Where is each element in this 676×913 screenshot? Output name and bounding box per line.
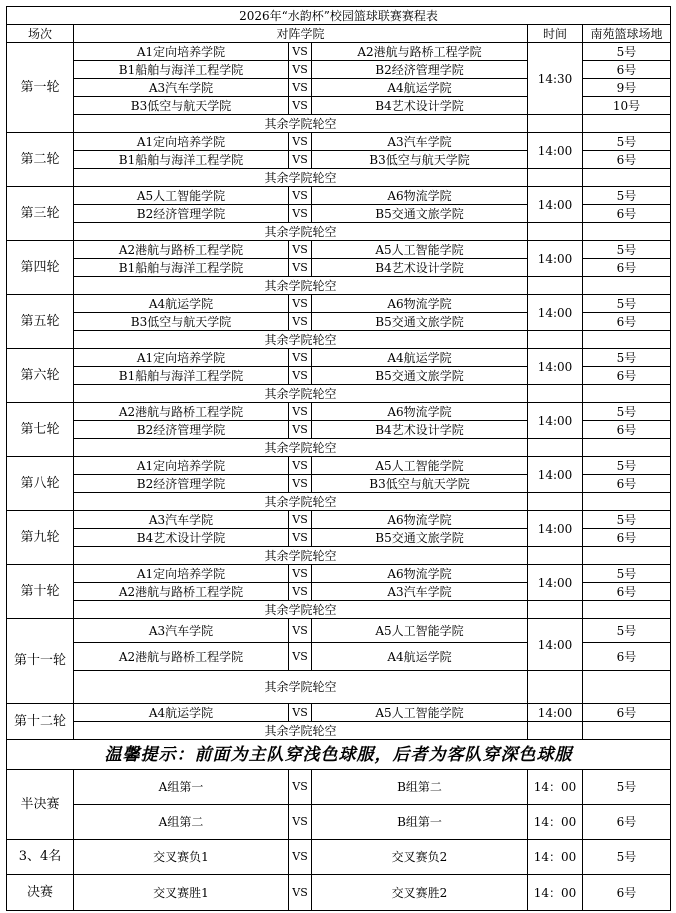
home-team: B4艺术设计学院 xyxy=(74,529,289,547)
vs-label: VS xyxy=(289,875,312,911)
court-number: 6号 xyxy=(583,875,671,911)
title-row xyxy=(7,7,671,25)
round-label: 第四轮 xyxy=(7,241,74,295)
court-number: 6号 xyxy=(583,259,671,277)
away-team: A6物流学院 xyxy=(312,295,528,313)
vs-label: VS xyxy=(289,295,312,313)
match-time: 14：00 xyxy=(528,875,583,911)
match-time: 14:00 xyxy=(528,349,583,385)
round-label: 第十二轮 xyxy=(7,704,74,740)
empty-cell xyxy=(528,439,583,457)
vs-label: VS xyxy=(289,61,312,79)
away-team: A4航运学院 xyxy=(312,349,528,367)
match-row xyxy=(7,457,671,475)
empty-cell xyxy=(583,169,671,187)
empty-cell xyxy=(583,722,671,740)
vs-label: VS xyxy=(289,511,312,529)
court-number: 6号 xyxy=(583,421,671,439)
bye-row xyxy=(7,671,671,704)
header-matchup: 对阵学院 xyxy=(74,25,528,43)
court-number: 5号 xyxy=(583,133,671,151)
empty-cell xyxy=(583,331,671,349)
match-time: 14:00 xyxy=(528,295,583,331)
vs-label: VS xyxy=(289,770,312,805)
header-round: 场次 xyxy=(7,25,74,43)
away-team: A5人工智能学院 xyxy=(312,241,528,259)
match-time: 14:00 xyxy=(528,403,583,439)
court-number: 5号 xyxy=(583,619,671,643)
bye-row xyxy=(7,493,671,511)
vs-label: VS xyxy=(289,97,312,115)
empty-cell xyxy=(528,671,583,704)
home-team: B2经济管理学院 xyxy=(74,421,289,439)
round-label: 第六轮 xyxy=(7,349,74,403)
round-label: 第一轮 xyxy=(7,43,74,133)
vs-label: VS xyxy=(289,133,312,151)
bye-row xyxy=(7,277,671,295)
empty-cell xyxy=(583,493,671,511)
home-team: B3低空与航天学院 xyxy=(74,313,289,331)
vs-label: VS xyxy=(289,565,312,583)
empty-cell xyxy=(528,722,583,740)
round-label: 第二轮 xyxy=(7,133,74,187)
empty-cell xyxy=(528,331,583,349)
match-row xyxy=(7,295,671,313)
away-team: A3汽车学院 xyxy=(312,133,528,151)
vs-label: VS xyxy=(289,457,312,475)
match-row xyxy=(7,704,671,722)
vs-label: VS xyxy=(289,313,312,331)
knockout-row xyxy=(7,770,671,805)
empty-cell xyxy=(583,277,671,295)
match-row xyxy=(7,43,671,61)
header-time: 时间 xyxy=(528,25,583,43)
match-row xyxy=(7,187,671,205)
court-number: 6号 xyxy=(583,704,671,722)
home-team: A1定向培养学院 xyxy=(74,565,289,583)
away-team: 交叉赛负2 xyxy=(312,840,528,875)
court-number: 5号 xyxy=(583,187,671,205)
home-team: B1船舶与海洋工程学院 xyxy=(74,367,289,385)
home-team: A2港航与路桥工程学院 xyxy=(74,643,289,671)
away-team: B组第一 xyxy=(312,805,528,840)
court-number: 5号 xyxy=(583,349,671,367)
tip-row xyxy=(7,740,671,770)
vs-label: VS xyxy=(289,367,312,385)
bye-note: 其余学院轮空 xyxy=(74,671,528,704)
court-number: 6号 xyxy=(583,529,671,547)
match-time: 14:00 xyxy=(528,457,583,493)
match-time: 14:00 xyxy=(528,187,583,223)
away-team: B5交通文旅学院 xyxy=(312,313,528,331)
header-venue: 南苑篮球场地 xyxy=(583,25,671,43)
round-label: 第七轮 xyxy=(7,403,74,457)
bye-note: 其余学院轮空 xyxy=(74,439,528,457)
match-time: 14：00 xyxy=(528,770,583,805)
bye-note: 其余学院轮空 xyxy=(74,223,528,241)
bye-row xyxy=(7,547,671,565)
stage-label: 决赛 xyxy=(7,875,74,911)
bye-row xyxy=(7,115,671,133)
vs-label: VS xyxy=(289,643,312,671)
bye-row xyxy=(7,722,671,740)
away-team: B5交通文旅学院 xyxy=(312,205,528,223)
match-row xyxy=(7,511,671,529)
round-label: 第三轮 xyxy=(7,187,74,241)
away-team: B5交通文旅学院 xyxy=(312,367,528,385)
empty-cell xyxy=(528,547,583,565)
home-team: A组第一 xyxy=(74,770,289,805)
court-number: 10号 xyxy=(583,97,671,115)
schedule-sheet xyxy=(6,6,671,911)
bye-row xyxy=(7,169,671,187)
empty-cell xyxy=(528,601,583,619)
home-team: A2港航与路桥工程学院 xyxy=(74,583,289,601)
court-number: 6号 xyxy=(583,805,671,840)
bye-note: 其余学院轮空 xyxy=(74,277,528,295)
away-team: B4艺术设计学院 xyxy=(312,259,528,277)
away-team: A4航运学院 xyxy=(312,79,528,97)
home-team: B1船舶与海洋工程学院 xyxy=(74,61,289,79)
empty-cell xyxy=(528,223,583,241)
match-row xyxy=(7,403,671,421)
empty-cell xyxy=(583,671,671,704)
away-team: B3低空与航天学院 xyxy=(312,151,528,169)
uniform-tip: 温馨提示：前面为主队穿浅色球服，后者为客队穿深色球服 xyxy=(7,740,671,770)
match-row xyxy=(7,565,671,583)
vs-label: VS xyxy=(289,349,312,367)
schedule-table xyxy=(6,6,671,911)
vs-label: VS xyxy=(289,475,312,493)
empty-cell xyxy=(583,223,671,241)
bye-note: 其余学院轮空 xyxy=(74,601,528,619)
away-team: A4航运学院 xyxy=(312,643,528,671)
home-team: B3低空与航天学院 xyxy=(74,97,289,115)
home-team: B2经济管理学院 xyxy=(74,475,289,493)
empty-cell xyxy=(583,547,671,565)
schedule-title: 2026年“水韵杯”校园篮球联赛赛程表 xyxy=(7,7,671,25)
knockout-row xyxy=(7,840,671,875)
stage-label: 3、4名 xyxy=(7,840,74,875)
home-team: A3汽车学院 xyxy=(74,511,289,529)
home-team: A2港航与路桥工程学院 xyxy=(74,241,289,259)
away-team: B4艺术设计学院 xyxy=(312,97,528,115)
away-team: A6物流学院 xyxy=(312,403,528,421)
court-number: 5号 xyxy=(583,457,671,475)
match-time: 14:00 xyxy=(528,704,583,722)
court-number: 5号 xyxy=(583,295,671,313)
away-team: A5人工智能学院 xyxy=(312,457,528,475)
home-team: A1定向培养学院 xyxy=(74,43,289,61)
away-team: A5人工智能学院 xyxy=(312,619,528,643)
away-team: B组第二 xyxy=(312,770,528,805)
home-team: A2港航与路桥工程学院 xyxy=(74,403,289,421)
bye-note: 其余学院轮空 xyxy=(74,547,528,565)
home-team: B2经济管理学院 xyxy=(74,205,289,223)
away-team: 交叉赛胜2 xyxy=(312,875,528,911)
court-number: 6号 xyxy=(583,313,671,331)
round-label: 第十轮 xyxy=(7,565,74,619)
bye-note: 其余学院轮空 xyxy=(74,493,528,511)
away-team: B5交通文旅学院 xyxy=(312,529,528,547)
vs-label: VS xyxy=(289,619,312,643)
home-team: B1船舶与海洋工程学院 xyxy=(74,151,289,169)
empty-cell xyxy=(528,277,583,295)
home-team: 交叉赛胜1 xyxy=(74,875,289,911)
court-number: 6号 xyxy=(583,643,671,671)
bye-note: 其余学院轮空 xyxy=(74,331,528,349)
court-number: 5号 xyxy=(583,403,671,421)
vs-label: VS xyxy=(289,259,312,277)
vs-label: VS xyxy=(289,421,312,439)
empty-cell xyxy=(583,115,671,133)
court-number: 6号 xyxy=(583,367,671,385)
court-number: 5号 xyxy=(583,43,671,61)
vs-label: VS xyxy=(289,840,312,875)
knockout-row xyxy=(7,805,671,840)
away-team: A3汽车学院 xyxy=(312,583,528,601)
match-time: 14:00 xyxy=(528,619,583,671)
away-team: A6物流学院 xyxy=(312,511,528,529)
bye-note: 其余学院轮空 xyxy=(74,722,528,740)
court-number: 6号 xyxy=(583,583,671,601)
vs-label: VS xyxy=(289,583,312,601)
bye-note: 其余学院轮空 xyxy=(74,385,528,403)
round-label: 第八轮 xyxy=(7,457,74,511)
away-team: A6物流学院 xyxy=(312,187,528,205)
home-team: A4航运学院 xyxy=(74,295,289,313)
match-row xyxy=(7,349,671,367)
vs-label: VS xyxy=(289,43,312,61)
vs-label: VS xyxy=(289,805,312,840)
vs-label: VS xyxy=(289,79,312,97)
home-team: 交叉赛负1 xyxy=(74,840,289,875)
empty-cell xyxy=(583,385,671,403)
bye-note: 其余学院轮空 xyxy=(74,115,528,133)
home-team: A1定向培养学院 xyxy=(74,457,289,475)
round-label: 第五轮 xyxy=(7,295,74,349)
empty-cell xyxy=(583,439,671,457)
bye-row xyxy=(7,223,671,241)
vs-label: VS xyxy=(289,241,312,259)
home-team: A4航运学院 xyxy=(74,704,289,722)
vs-label: VS xyxy=(289,529,312,547)
court-number: 5号 xyxy=(583,511,671,529)
bye-note: 其余学院轮空 xyxy=(74,169,528,187)
header-row xyxy=(7,25,671,43)
empty-cell xyxy=(583,601,671,619)
match-row xyxy=(7,619,671,643)
match-time: 14:00 xyxy=(528,241,583,277)
court-number: 6号 xyxy=(583,151,671,169)
match-row xyxy=(7,133,671,151)
bye-row xyxy=(7,331,671,349)
vs-label: VS xyxy=(289,205,312,223)
home-team: B1船舶与海洋工程学院 xyxy=(74,259,289,277)
court-number: 5号 xyxy=(583,840,671,875)
bye-row xyxy=(7,439,671,457)
away-team: A2港航与路桥工程学院 xyxy=(312,43,528,61)
court-number: 6号 xyxy=(583,475,671,493)
home-team: A5人工智能学院 xyxy=(74,187,289,205)
away-team: B3低空与航天学院 xyxy=(312,475,528,493)
match-time: 14:00 xyxy=(528,511,583,547)
vs-label: VS xyxy=(289,704,312,722)
home-team: A1定向培养学院 xyxy=(74,133,289,151)
vs-label: VS xyxy=(289,403,312,421)
bye-row xyxy=(7,385,671,403)
empty-cell xyxy=(528,115,583,133)
court-number: 9号 xyxy=(583,79,671,97)
stage-label: 半决赛 xyxy=(7,770,74,840)
knockout-row xyxy=(7,875,671,911)
away-team: B2经济管理学院 xyxy=(312,61,528,79)
home-team: A组第二 xyxy=(74,805,289,840)
court-number: 6号 xyxy=(583,205,671,223)
court-number: 5号 xyxy=(583,770,671,805)
match-row xyxy=(7,241,671,259)
court-number: 5号 xyxy=(583,241,671,259)
bye-row xyxy=(7,601,671,619)
empty-cell xyxy=(528,493,583,511)
match-time: 14:00 xyxy=(528,133,583,169)
home-team: A3汽车学院 xyxy=(74,619,289,643)
round-label: 第九轮 xyxy=(7,511,74,565)
match-time: 14:00 xyxy=(528,565,583,601)
vs-label: VS xyxy=(289,187,312,205)
away-team: B4艺术设计学院 xyxy=(312,421,528,439)
vs-label: VS xyxy=(289,151,312,169)
match-time: 14：00 xyxy=(528,805,583,840)
round-label: 第十一轮 xyxy=(7,619,74,704)
match-time: 14:30 xyxy=(528,43,583,115)
empty-cell xyxy=(528,169,583,187)
away-team: A5人工智能学院 xyxy=(312,704,528,722)
court-number: 6号 xyxy=(583,61,671,79)
home-team: A1定向培养学院 xyxy=(74,349,289,367)
court-number: 5号 xyxy=(583,565,671,583)
away-team: A6物流学院 xyxy=(312,565,528,583)
empty-cell xyxy=(528,385,583,403)
match-time: 14：00 xyxy=(528,840,583,875)
home-team: A3汽车学院 xyxy=(74,79,289,97)
